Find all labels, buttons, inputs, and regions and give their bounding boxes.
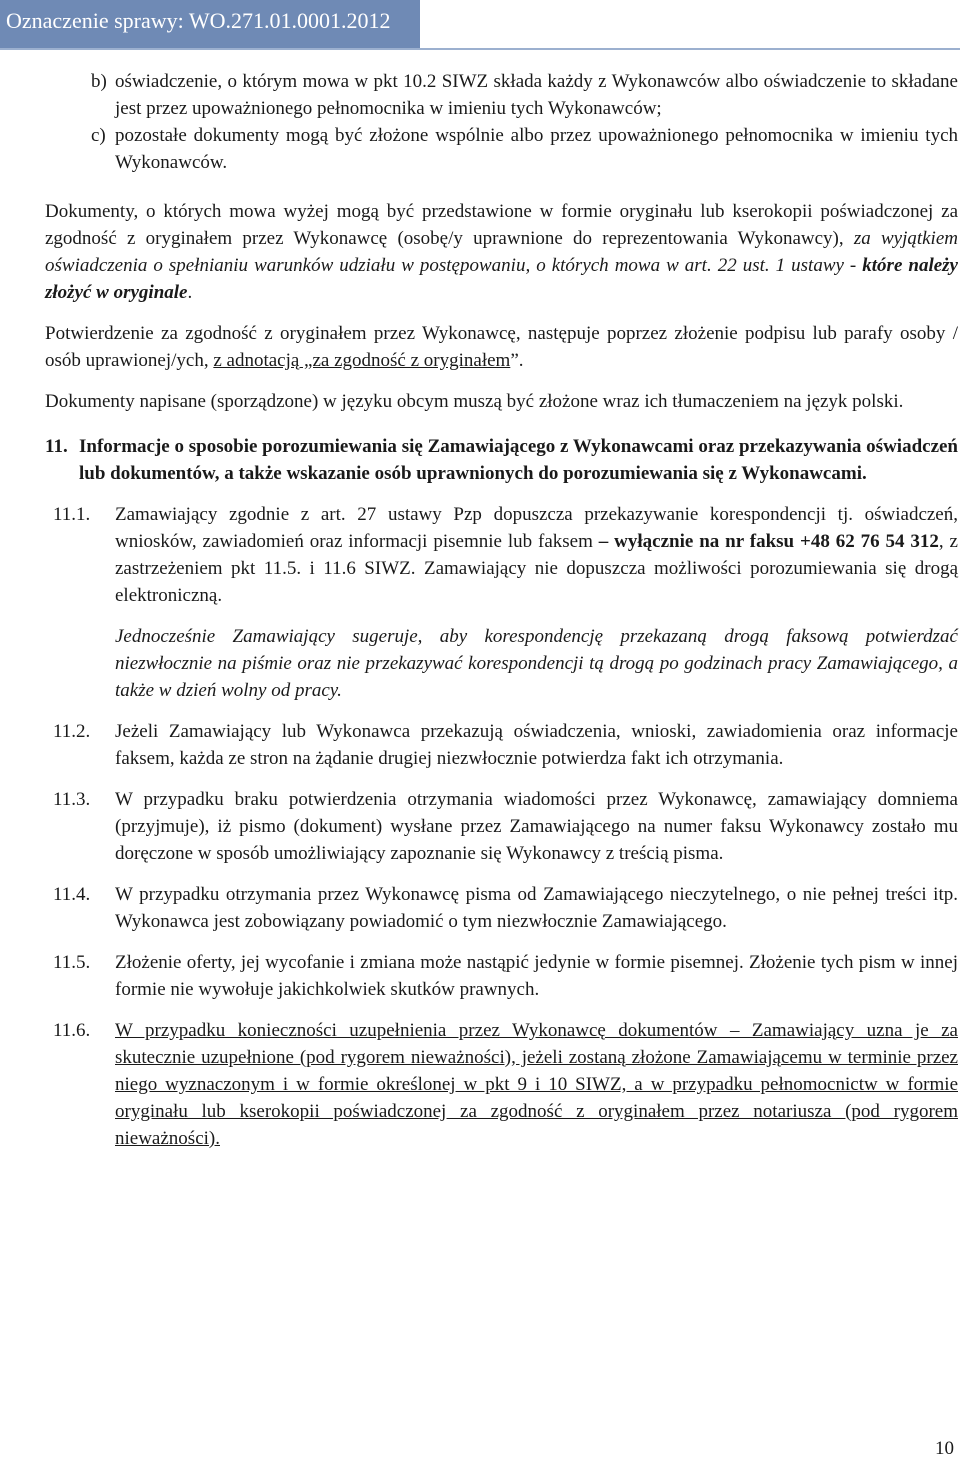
list-text: oświadczenie, o którym mowa w pkt 10.2 SIWZ składa każdy z Wykonawców albo oświadczenie to składane jest przez upoważnionego pełnomocnika w imieniu tych Wykonawców;: [115, 71, 958, 119]
subsection-number: 11.4.: [53, 884, 91, 905]
subsection-text: Złożenie oferty, jej wycofanie i zmiana może nastąpić jedynie w formie pisemnej. Złożenie tych pism w innej formie nie wywołuje jakichkolwiek skutków prawnych.: [115, 952, 958, 1000]
list-label: b): [91, 71, 107, 92]
subsection-number: 11.2.: [53, 721, 91, 742]
section-heading-11: [45, 433, 958, 487]
subsection-text: Jeżeli Zamawiający lub Wykonawca przekazują oświadczenia, wnioski, zawiadomienia oraz informacje faksem, każda ze stron na żądanie drugiej niezwłocznie potwierdza fakt ich otrzymania.: [115, 721, 958, 769]
document-header: [0, 0, 420, 48]
subsection-11-2: [53, 718, 958, 772]
case-reference: Oznaczenie sprawy: WO.271.01.0001.2012: [6, 8, 391, 33]
subsection-11-3: [53, 786, 958, 867]
subsection-number: 11.6.: [53, 1020, 91, 1041]
section-title: Informacje o sposobie porozumiewania się Zamawiającego z Wykonawcami oraz przekazywania oświadczeń lub dokumentów, a także wskazanie osób uprawnionych do porozumiewania się z Wykonawcami.: [79, 436, 958, 484]
paragraph-certification: [45, 320, 958, 374]
subsection-text: W przypadku braku potwierdzenia otrzymania wiadomości przez Wykonawcę, zamawiający domniema (przyjmuje), iż pismo (dokument) wysłane przez Zamawiającego na numer faksu Wykonawcy zostało mu doręczone w sposób umożliwiający zapoznanie się Wykonawcy z treścią pisma.: [115, 789, 958, 864]
document-body: [45, 68, 958, 1152]
list-item-c: [91, 122, 958, 176]
subsection-text: W przypadku otrzymania przez Wykonawcę pisma od Zamawiającego nieczytelnego, o nie pełnej treści itp. Wykonawca jest zobowiązany powiadomić o tym niezwłocznie Zamawiającego.: [115, 884, 958, 932]
subsection-11-1: [53, 501, 958, 704]
paragraph-translation: Dokumenty napisane (sporządzone) w języku obcym muszą być złożone wraz ich tłumaczeniem na język polski.: [45, 391, 904, 412]
subsection-11-4: [53, 881, 958, 935]
paragraph-exception: za wyjątkiem oświadczenia o spełnianiu warunków udziału w postępowaniu, o których mowa w art. 22 ust. 1 ustawy -: [45, 228, 958, 276]
subsection-text: Zamawiający zgodnie z art. 27 ustawy Pzp dopuszcza przekazywanie korespondencji tj. oświadczeń, wniosków, zawiadomień oraz informacji pisemnie lub faksem – wyłącznie na nr faksu +48 62 76 54 312, z zastrzeżeniem pkt 11.5. i 11.6 SIWZ. Zamawiający nie dopuszcza możliwości porozumiewania się drogą elektroniczną.: [115, 504, 958, 606]
fax-number: – wyłącznie na nr faksu +48 62 76 54 312: [598, 531, 939, 552]
list-item-b: [91, 68, 958, 122]
paragraph-documents-form: [45, 198, 958, 306]
subsection-note: Jednocześnie Zamawiający sugeruje, aby korespondencję przekazaną drogą faksową potwierdzać niezwłocznie na piśmie oraz nie przekazywać korespondencji tą drogą po godzinach pracy Zamawiającego, a także w dzień wolny od pracy.: [115, 626, 958, 701]
paragraph-end: .: [187, 282, 193, 303]
certification-annotation: z adnotacją „za zgodność z oryginałem: [213, 350, 511, 371]
paragraph-text: Dokumenty, o których mowa wyżej mogą być przedstawione w formie oryginału lub kserokopii poświadczonej za zgodność z oryginałem przez Wykonawcę (osobę/y uprawnione do reprezentowania Wykonawcy),: [45, 201, 958, 249]
subsection-text: W przypadku konieczności uzupełnienia przez Wykonawcę dokumentów – Zamawiający uzna je za skutecznie uzupełnione (pod rygorem nieważności), jeżeli zostaną złożone Zamawiającemu w terminie przez niego wyznaczonym i w formie określonej w pkt 9 i 10 SIWZ, a w przypadku pełnomocnictw w formie oryginału lub kserokopii poświadczonej za zgodność z oryginałem przez notariusza (pod rygorem nieważności).: [115, 1020, 958, 1149]
paragraph-text: Potwierdzenie za zgodność z oryginałem przez Wykonawcę, następuje poprzez złożenie podpisu lub parafy osoby / osób uprawionej/ych,: [45, 323, 958, 371]
subsection-number: 11.3.: [53, 789, 91, 810]
paragraph-original-requirement: które należy złożyć w oryginale: [45, 255, 958, 303]
subsection-number: 11.1.: [53, 504, 91, 525]
paragraph-end: ”.: [510, 350, 524, 371]
subsection-11-5: [53, 949, 958, 1003]
list-label: c): [91, 125, 106, 146]
subsection-number: 11.5.: [53, 952, 91, 973]
subsection-11-6: [53, 1017, 958, 1152]
section-number: 11.: [45, 436, 68, 457]
header-divider: [0, 48, 960, 50]
list-text: pozostałe dokumenty mogą być złożone wspólnie albo przez upoważnionego pełnomocnika w imieniu tych Wykonawców.: [115, 125, 958, 173]
page-number: 10: [935, 1438, 954, 1459]
